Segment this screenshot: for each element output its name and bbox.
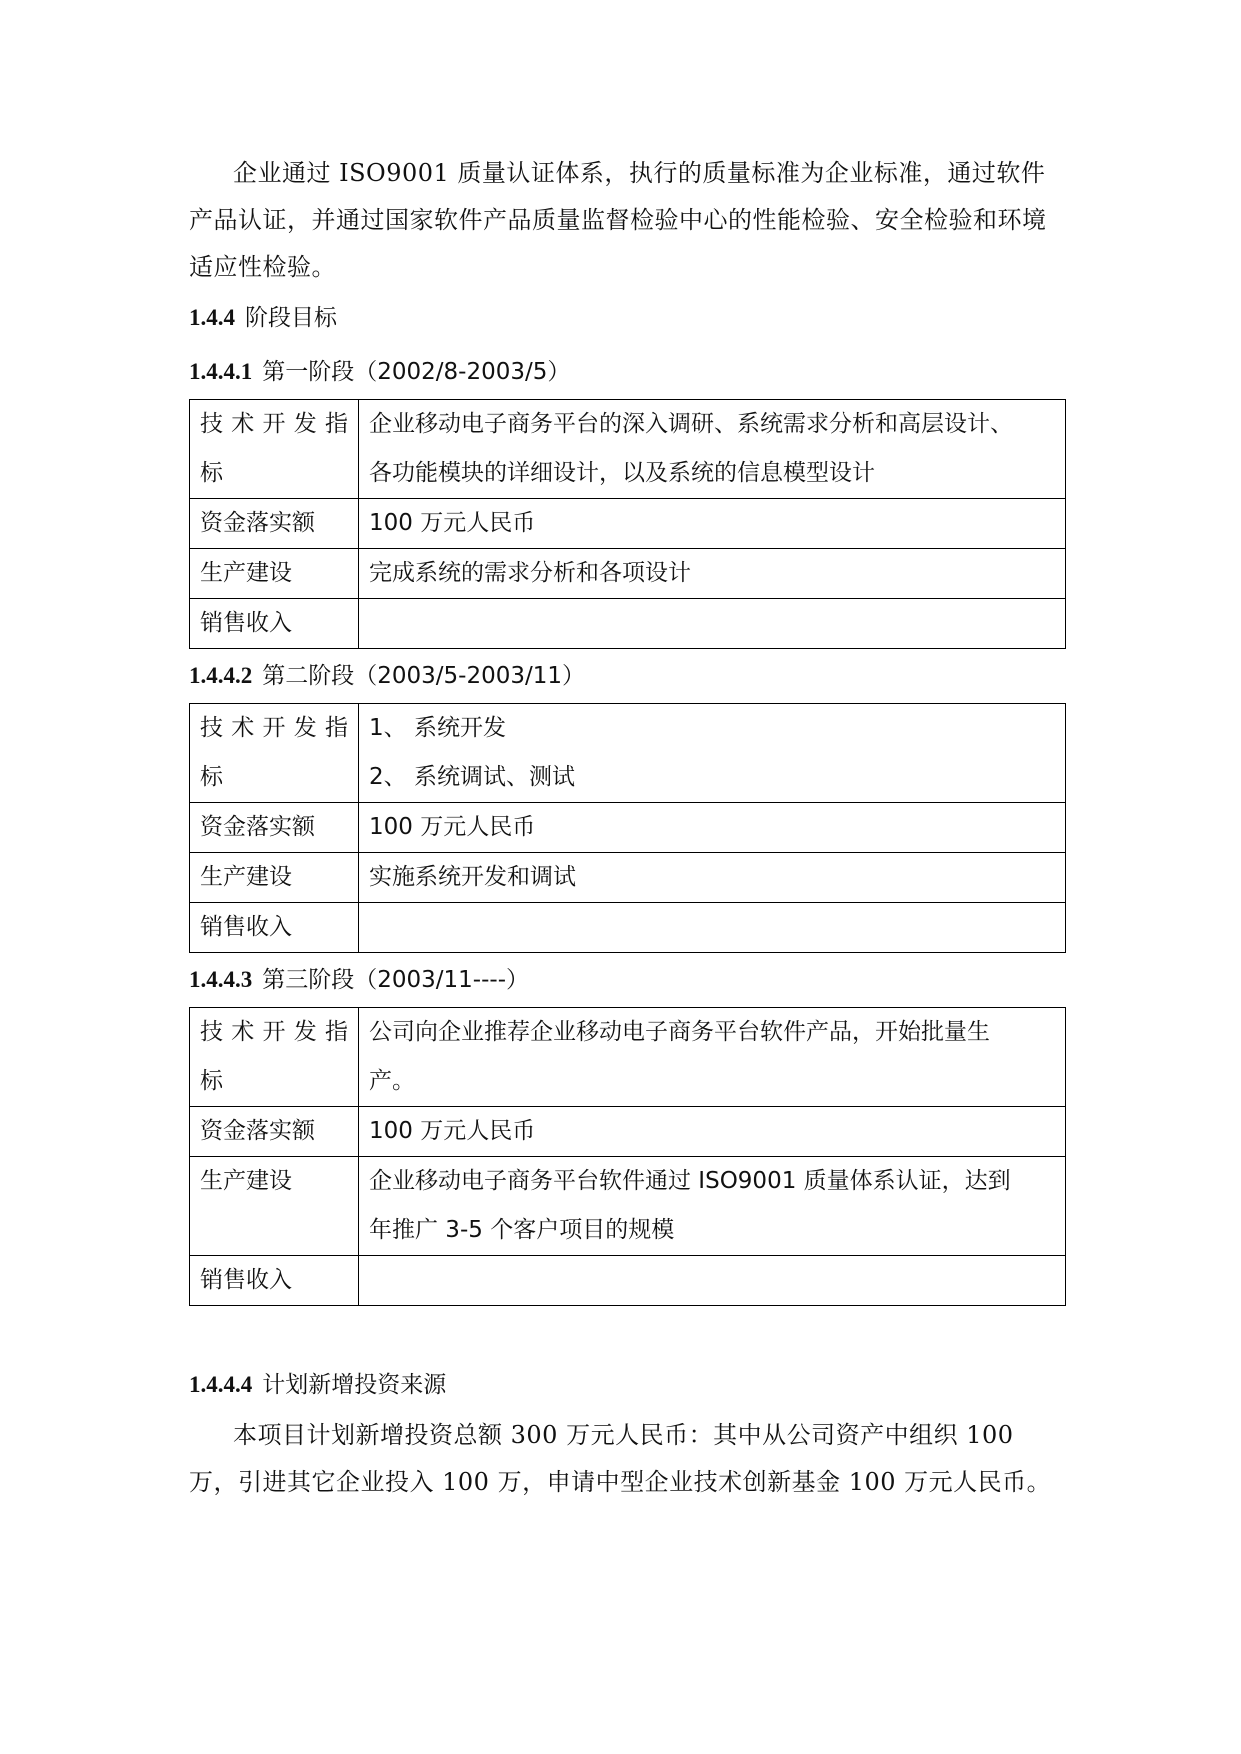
section-title: 阶段目标: [245, 305, 337, 331]
row-label: 生产建设: [190, 853, 359, 903]
row-value: [359, 853, 1066, 903]
value-line: 企业移动电子商务平台软件通过 ISO9001 质量体系认证，达到: [369, 1168, 1011, 1194]
stage-heading: [189, 953, 1066, 1007]
stage-number: 1.4.4.1: [189, 359, 253, 384]
value-line: 企业移动电子商务平台的深入调研、系统需求分析和高层设计、: [369, 411, 1013, 437]
stages-container: [189, 345, 1066, 1306]
value-line: 公司向企业推荐企业移动电子商务平台软件产品，开始批量生: [369, 1019, 990, 1045]
table-row: [190, 599, 1066, 649]
row-label: 资金落实额: [190, 499, 359, 549]
row-value: [359, 1256, 1066, 1306]
value-line: 完成系统的需求分析和各项设计: [369, 560, 691, 586]
value-line: [369, 1256, 1055, 1305]
value-line: [369, 903, 1055, 952]
table-row: [190, 903, 1066, 953]
value-line: 100 万元人民币: [369, 1118, 536, 1144]
row-value: [359, 903, 1066, 953]
table-row: [190, 704, 1066, 803]
row-label: 技术开发指 标: [190, 400, 359, 499]
stage-title: 第二阶段（2003/5-2003/11）: [262, 663, 586, 689]
table-row: [190, 1107, 1066, 1157]
row-label: 生产建设: [190, 549, 359, 599]
section-number: 1.4.4: [189, 305, 235, 330]
table-row: [190, 549, 1066, 599]
value-line: 100 万元人民币: [369, 510, 536, 536]
row-label: 销售收入: [190, 903, 359, 953]
stage-heading: [189, 345, 1066, 399]
table-row: [190, 803, 1066, 853]
row-value: [359, 704, 1066, 803]
section-heading: [189, 291, 1066, 345]
row-label: 生产建设: [190, 1157, 359, 1256]
investment-heading: [189, 1358, 1066, 1412]
row-label: 资金落实额: [190, 803, 359, 853]
row-value: [359, 1008, 1066, 1107]
investment-paragraph: 本项目计划新增投资总额 300 万元人民币：其中从公司资产中组织 100 万，引进其它企业投入 100 万，申请中型企业技术创新基金 100 万元人民币。: [189, 1421, 1052, 1496]
value-line: 2、 系统调试、测试: [369, 764, 575, 790]
value-line: [369, 599, 1055, 648]
investment-title: 计划新增投资来源: [262, 1372, 447, 1398]
value-line: 各功能模块的详细设计，以及系统的信息模型设计: [369, 460, 875, 486]
row-label: 资金落实额: [190, 1107, 359, 1157]
row-value: [359, 803, 1066, 853]
row-label: 技术开发指 标: [190, 704, 359, 803]
table-row: [190, 1157, 1066, 1256]
value-line: 产。: [369, 1068, 415, 1094]
row-value: [359, 1107, 1066, 1157]
table-row: [190, 853, 1066, 903]
stage-number: 1.4.4.3: [189, 967, 253, 992]
row-label: 技术开发指 标: [190, 1008, 359, 1107]
row-value: [359, 599, 1066, 649]
intro-paragraph: 企业通过 ISO9001 质量认证体系，执行的质量标准为企业标准，通过软件产品认证，并通过国家软件产品质量监督检验中心的性能检验、安全检验和环境适应性检验。: [189, 159, 1047, 281]
stage-table: [189, 399, 1066, 649]
stage-heading: [189, 649, 1066, 703]
stage-table: [189, 1007, 1066, 1306]
row-label: 销售收入: [190, 1256, 359, 1306]
table-row: [190, 400, 1066, 499]
table-row: [190, 499, 1066, 549]
row-value: [359, 1157, 1066, 1256]
stage-title: 第一阶段（2002/8-2003/5）: [262, 359, 571, 385]
value-line: 1、 系统开发: [369, 715, 506, 741]
row-value: [359, 549, 1066, 599]
investment-number: 1.4.4.4: [189, 1372, 253, 1397]
document-page: [189, 150, 1066, 1506]
stage-title: 第三阶段（2003/11----）: [262, 967, 529, 993]
table-row: [190, 1256, 1066, 1306]
row-label: 销售收入: [190, 599, 359, 649]
stage-table: [189, 703, 1066, 953]
value-line: 实施系统开发和调试: [369, 864, 576, 890]
row-value: [359, 400, 1066, 499]
row-value: [359, 499, 1066, 549]
stage-number: 1.4.4.2: [189, 663, 253, 688]
table-row: [190, 1008, 1066, 1107]
value-line: 100 万元人民币: [369, 814, 536, 840]
value-line: 年推广 3-5 个客户项目的规模: [369, 1217, 675, 1243]
